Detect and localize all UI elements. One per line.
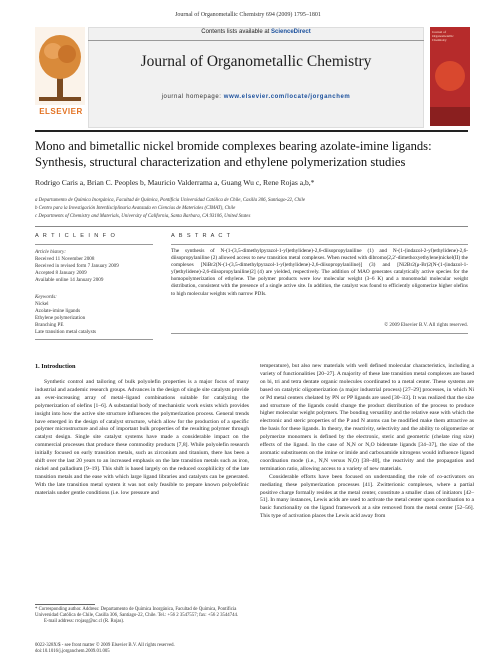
elsevier-tree-logo-icon <box>35 27 85 105</box>
body-column-left <box>35 379 249 498</box>
body-paragraph: temperature), but also new materials with well defined molecular characteristics, including a variety of functionalities [20–27]. A majority of these late transition metal complexes are based on bi, tri and tetra dentate organic molecules coordinated to a metal center. These systems are based on catalytic oligomerization (a major industrial process) [27–29] processes, in which Ni or Pd metal centers chelated by PN or PP ligands are used [30–33]. It was realized that the size and structure of the ligands could change the product distribution of the process to produce higher molecular weight polymers. The bonding versatility and the relative ease with which the electronic and steric properties of the P and N atoms can be modified make them attractive as the basis for these ligands. In theory, the reactivity, selectivity and the ability to oligomerize or polymerize monomers is defined by the electronic, steric and geometric (chelate ring size) effects of the ligand. In the case of N,N or N,O bidentate ligands [34–37], the size of the aromatic substituents on the imine or imide and carboxamide nitrogens would influence ligand coordination mode (i.e., N,N versus N,O) [38–40], the reactivity and the propagation and termination ratio, allowing access to a variety of new materials. <box>260 363 474 472</box>
affiliation-b: b Centro para la Investigación Interdisciplinaria Avanzada en Ciencias de Materiales (CIMAT), Chile <box>35 206 236 211</box>
abstract-text: The synthesis of N-(1-(3,5-dimethylpyrazol-1-yl)ethylidene)-2,6-diisopropylaniline (1) and N-(1-(indazol-2-yl)ethylidene)-2,6-diisopropylaniline (2) allowed access to new transition metal complexes. When reacted with dibromo(2,2′-dimethoxyethylene)nickel(II) the complexes [NiBr2(N-(1-(3,5-dimethylpyrazol-1-yl)ethylidene)-2,6-diisopropylaniline)] (3) and [Ni2Br2(μ-Br)2(N-(1-(indazol-1-yl)ethylidene)-2,6-diisopropylaniline)2] (4) are yielded, respectively. The addition of MAO generates catalytically active species for the homopolymerization of ethylene. The polymer products were low molecular weight (3–6 K) and a monomodal molecular weight distribution, consistent with the presence of a single active site. In addition, the catalyst was found to efficiently oligomerize higher olefins to high molecular weights with narrow PDIs. <box>171 248 468 297</box>
history-revised: Received in revised form 7 January 2009 <box>35 263 119 269</box>
keyword-item: Nickel <box>35 301 49 307</box>
info-bottom-rule <box>35 339 153 340</box>
doi-line[interactable]: doi:10.1016/j.jorganchem.2009.01.005 <box>35 649 110 655</box>
history-online: Available online 14 January 2009 <box>35 277 104 283</box>
article-info-rule <box>35 244 153 245</box>
cover-strip <box>430 107 470 126</box>
header-divider <box>88 40 424 41</box>
cover-title: Journal of Organometallic Chemistry <box>432 30 454 42</box>
journal-cover-thumbnail[interactable] <box>430 27 470 126</box>
issn-line: 0022-328X/$ - see front matter © 2009 Elsevier B.V. All rights reserved. <box>35 643 175 648</box>
abstract-bottom-rule <box>171 333 468 334</box>
article-info-heading: A R T I C L E I N F O <box>35 233 117 239</box>
history-received: Received 11 November 2008 <box>35 256 95 262</box>
keywords-label: Keywords: <box>35 294 57 300</box>
sciencedirect-link[interactable]: ScienceDirect <box>271 29 311 35</box>
contents-line <box>88 29 424 35</box>
body-column-right <box>260 363 474 521</box>
affiliation-a: a Departamento de Química Inorgánica, Facultad de Química, Pontificia Universidad Católica de Chile, Casilla 306, Santiago-22, Chile <box>35 198 305 203</box>
body-paragraph: Considerable efforts have been focused on understanding the role of co-activators on mediating these polymerization processes [41]. Zwitterionic complexes, where a partial positive charge formally resides at the metal center, constitute a smaller class of initiators [42–51]. In many instances, Lewis acids are used to activate the metal center upon coordination to a basic functionality on the ligand framework at a site removed from the metal center [52–56]. This type of activation places the Lewis acid away from <box>260 473 474 520</box>
abstract-copyright: © 2009 Elsevier B.V. All rights reserved. <box>384 322 468 328</box>
journal-header-box <box>88 27 424 128</box>
journal-title: Journal of Organometallic Chemistry <box>140 53 372 70</box>
bottom-metadata <box>35 643 249 655</box>
contents-prefix: Contents lists available at <box>201 29 271 35</box>
affiliation-c: c Departments of Chemistry and Materials, University of California, Santa Barbara, CA 93106, United States <box>35 214 251 219</box>
affiliation-rule <box>35 226 468 227</box>
journal-reference: Journal of Organometallic Chemistry 694 (2009) 1795–1801 <box>175 12 321 18</box>
header-rule <box>35 130 468 132</box>
cover-image <box>435 61 465 91</box>
body-paragraph: Synthetic control and tailoring of bulk polyolefin properties is a major focus of many industrial and academic research groups. Advances in the design of single site catalysts provide an ever-increasing array of metal–ligand combinations suitable for catalyzing the polymerization of olefins [1–6]. A substantial body of mechanistic work exists which provides insight into how the active site structure influences the polymerization process. General trends have emerged in the design of catalyst structure, which allow for the production of a specific polymer microstructure and also of important bulk properties of the resulting polymer through catalyst design. Single site catalyst systems have made a considerable impact on the commercial processes that produce these commodity products [7,8]. While polyolefin research initially focused on early transition metals, such as zirconium and titanium, there has been a shift over the last 20 years to an increased emphasis on the late transition metals such as iron, nickel and palladium [9–19]. This shift is based largely on the reduced oxophilicity of the late transition metals and the ease with which large ligand libraries and catalysts can be generated. With the late transition metal system it was not only feasible to prepare known polyolefinic materials under gentle conditions (i.e. low pressure and <box>35 379 249 496</box>
elsevier-wordmark: ELSEVIER <box>39 107 83 116</box>
homepage-prefix: journal homepage: <box>161 94 224 100</box>
homepage-link[interactable]: www.elsevier.com/locate/jorganchem <box>223 94 351 100</box>
footnote-rule <box>35 604 95 605</box>
footnote-email[interactable]: E-mail address: rrojasg@uc.cl (R. Rojas). <box>44 619 125 625</box>
keyword-item: Ethylene polymerization <box>35 315 86 321</box>
author-list: Rodrigo Caris a, Brian C. Peoples b, Mauricio Valderrama a, Guang Wu c, Rene Rojas a,b,* <box>35 178 315 187</box>
journal-homepage <box>88 94 424 100</box>
keyword-item: Azolate-imine ligands <box>35 308 81 314</box>
keyword-item: Branching PE <box>35 322 64 328</box>
footnote-text: * Corresponding author. Address: Departamento de Química Inorgánica, Facultad de Química, Pontificia Universidad Católica de Chile, Casilla 306, Santiago-22, Chile. Tel.: +56 2 3547557; fax: +56 2 3544744. <box>35 607 239 619</box>
corresponding-author-footnote <box>35 607 249 626</box>
abstract-heading: A B S T R A C T <box>171 233 232 239</box>
abstract-rule <box>171 244 468 245</box>
history-accepted: Accepted 8 January 2009 <box>35 270 87 276</box>
keyword-item: Late transition metal catalysts <box>35 329 96 335</box>
article-title: Mono and bimetallic nickel bromide complexes bearing azolate-imine ligands: Synthesis, structural characterization and ethylene polymerization studies <box>35 139 432 169</box>
history-label: Article history: <box>35 249 66 255</box>
section-heading-introduction: 1. Introduction <box>35 363 76 370</box>
